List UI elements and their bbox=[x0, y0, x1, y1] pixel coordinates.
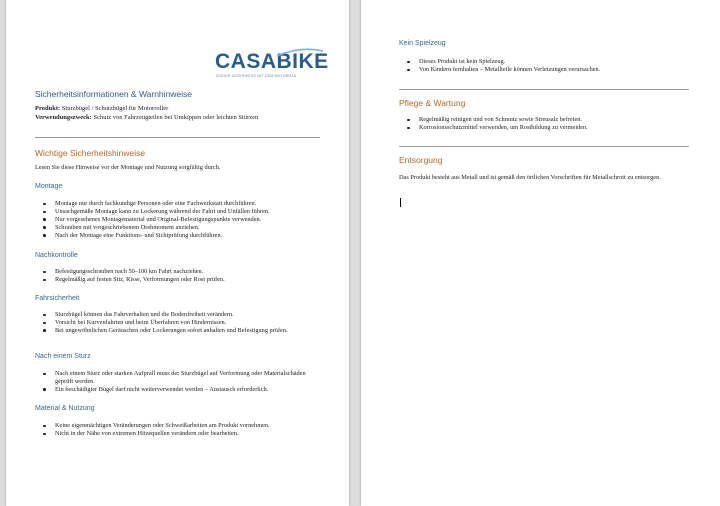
bullet-icon bbox=[43, 322, 46, 325]
section-divider bbox=[399, 89, 689, 90]
material-nutzung-list bbox=[35, 422, 330, 438]
kein-spielzeug-list bbox=[399, 58, 699, 74]
bullet-icon bbox=[43, 433, 46, 436]
bullet-icon bbox=[43, 329, 46, 332]
list-item: Regelmäßig reinigen und von Schmutz sowie Streusalz befreien. bbox=[399, 116, 699, 124]
important-notes-intro: Lesen Sie diese Hinweise vor der Montage und Nutzung sorgfältig durch. bbox=[35, 164, 221, 171]
list-item: Schrauben mit vorgeschriebenem Drehmoment anziehen. bbox=[35, 224, 330, 232]
entsorgung-text: Das Produkt besteht aus Metall und ist gemäß den örtlichen Vorschriften für Metallschrott zu entsorgen. bbox=[399, 174, 661, 181]
product-value: Sturzbügel / Schutzbügel für Motorroller bbox=[61, 105, 169, 112]
important-notes-header bbox=[35, 148, 325, 172]
list-item: Regelmäßig auf festen Sitz, Risse, Verformungen oder Rost prüfen. bbox=[35, 276, 330, 284]
document-page-2 bbox=[361, 0, 720, 506]
important-notes-title: Wichtige Sicherheitshinweise bbox=[35, 148, 146, 158]
section-title-nach-einem-sturz: Nach einem Sturz bbox=[35, 353, 91, 360]
bullet-icon bbox=[43, 234, 46, 237]
bullet-icon bbox=[43, 373, 46, 376]
document-page-1 bbox=[6, 0, 349, 506]
list-item: Bei ungewöhnlichen Geräuschen oder Lockerungen sofort anhalten und Befestigung prüfen. bbox=[35, 327, 315, 335]
list-item: Von Kindern fernhalten – Metallteile können Verletzungen verursachen. bbox=[399, 66, 699, 74]
section-title-fahrsicherheit: Fahrsicherheit bbox=[35, 295, 80, 302]
nachkontrolle-list bbox=[35, 268, 330, 284]
list-item: Sturzbügel können das Fahrverhalten und die Bodenfreiheit verändern. bbox=[35, 311, 315, 319]
bullet-icon bbox=[407, 119, 410, 122]
section-title-kein-spielzeug: Kein Spielzeug bbox=[399, 40, 446, 47]
section-divider bbox=[35, 137, 320, 138]
list-item: Korrosionsschutzmittel verwenden, um Rostbildung zu vermeiden. bbox=[399, 124, 699, 132]
section-title-nachkontrolle: Nachkontrolle bbox=[35, 252, 78, 259]
product-line bbox=[35, 105, 325, 114]
logo-tagline: SICHER UNTERWEGS MIT DEM MOTORRAD bbox=[216, 74, 297, 78]
section-title-pflege-wartung: Pflege & Wartung bbox=[399, 98, 466, 108]
list-item: Montage nur durch fachkundige Personen oder eine Fachwerkstatt durchführen. bbox=[35, 200, 330, 208]
bullet-icon bbox=[43, 218, 46, 221]
logo-wordmark: CASABIKE bbox=[215, 50, 329, 73]
entsorgung-header bbox=[399, 155, 699, 171]
nach-einem-sturz-list bbox=[35, 370, 315, 394]
bullet-icon bbox=[407, 61, 410, 64]
usage-value: Schutz von Fahrzeugteilen bei Umkippen oder leichten Stürzen bbox=[93, 113, 259, 121]
montage-list bbox=[35, 200, 330, 240]
section-title-montage: Montage bbox=[35, 183, 63, 190]
list-item: Keine eigenmächtigen Veränderungen oder Schweißarbeiten am Produkt vornehmen. bbox=[35, 422, 330, 430]
list-item: Befestigungsschrauben nach 50–100 km Fahrt nachziehen. bbox=[35, 268, 330, 276]
text-cursor[interactable] bbox=[400, 198, 401, 207]
list-item: Nicht in der Nähe von extremen Hitzequellen verändern oder bearbeiten. bbox=[35, 430, 330, 438]
bullet-icon bbox=[407, 69, 410, 72]
bullet-icon bbox=[43, 211, 46, 214]
pflege-wartung-header bbox=[399, 98, 699, 114]
list-item: Nur vorgesehenes Montagematerial und Original-Befestigungspunkte verwenden. bbox=[35, 216, 330, 224]
section-title-material-nutzung: Material & Nutzung bbox=[35, 405, 95, 412]
bullet-icon bbox=[43, 226, 46, 229]
document-title: Sicherheitsinformationen & Warnhinweise bbox=[35, 89, 193, 99]
list-item: Nach der Montage eine Funktions- und Sichtprüfung durchführen. bbox=[35, 232, 330, 240]
list-item: Dieses Produkt ist kein Spielzeug. bbox=[399, 58, 699, 66]
list-item: Ein beschädigter Bügel darf nicht weiterverwendet werden – Austausch erforderlich. bbox=[35, 386, 315, 394]
bullet-icon bbox=[43, 279, 46, 282]
list-item: Unsachgemäße Montage kann zu Lockerung während der Fahrt und Unfällen führen. bbox=[35, 208, 330, 216]
fahrsicherheit-list bbox=[35, 311, 315, 335]
bullet-icon bbox=[43, 271, 46, 274]
bullet-icon bbox=[43, 425, 46, 428]
bullet-icon bbox=[407, 127, 410, 130]
section-divider bbox=[399, 146, 689, 147]
usage-label: Verwendungszweck: bbox=[35, 113, 92, 121]
list-item: Nach einem Sturz oder starken Aufprall muss der Sturzbügel auf Verformung oder Materialschäden geprüft werden. bbox=[35, 370, 315, 386]
section-title-entsorgung: Entsorgung bbox=[399, 155, 443, 165]
bullet-icon bbox=[43, 388, 46, 391]
entsorgung-body bbox=[399, 174, 699, 182]
bullet-icon bbox=[43, 314, 46, 317]
bullet-icon bbox=[43, 203, 46, 206]
document-header bbox=[35, 89, 325, 122]
pflege-wartung-list bbox=[399, 116, 699, 132]
casabike-logo bbox=[215, 50, 329, 80]
usage-line bbox=[35, 114, 325, 123]
product-label: Produkt: bbox=[35, 105, 61, 112]
logo-swoosh-icon bbox=[275, 48, 325, 58]
list-item: Vorsicht bei Kurvenfahrten und beim Überfahren von Hindernissen. bbox=[35, 319, 315, 327]
